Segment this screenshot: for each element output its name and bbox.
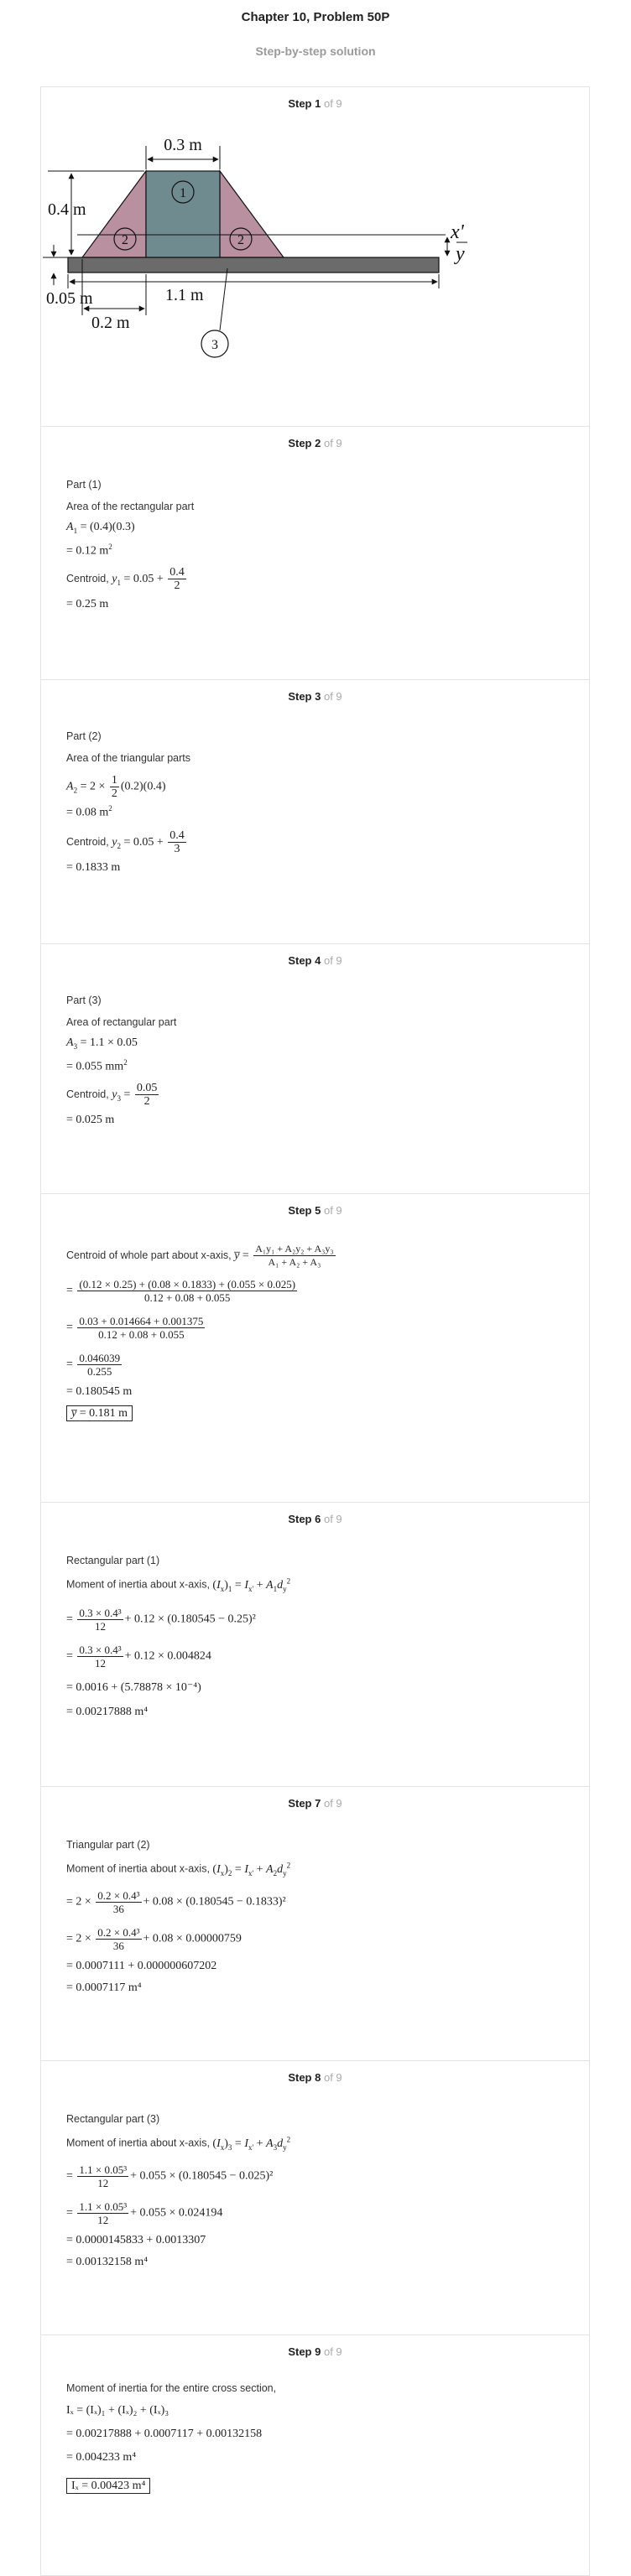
step-8-line2: = $\frac{\text{1.1 × 0.05³}}{12}$ + 0.055 × 0.024194 [66, 2200, 223, 2226]
step-8-card [40, 2061, 590, 2335]
step-3-eq1: $A_2 = 2$ × $\frac{1}{2}$ (0.2)(0.4) [66, 774, 166, 800]
step-4-centroid-result: = 0.025 m [66, 1114, 115, 1126]
step-2-eq1: $A_1 = (0.4)(0.3)$ [66, 521, 135, 535]
step-7-line1: = 2 × $\frac{\text{0.2 × 0.4³}}{36}$ + 0.08 × (0.180545 − 0.1833)² [66, 1889, 286, 1915]
dim-length-label: 1.1 m [165, 286, 204, 304]
step-6-formula: Moment of inertia about x-axis, $(I_x)_1 = I_{x'} + A_1d_y^2$ [66, 1576, 291, 1593]
step-4-eq1: $A_3 = 1.1 \times 0.05$ [66, 1036, 138, 1051]
dim-tri-base-label: 0.2 m [91, 314, 130, 332]
part-2-right-label: 2 [237, 233, 244, 247]
step-5-header: Step 5 of 9 [288, 1204, 342, 1217]
step-9-final: Iₓ = 0.00423 m⁴ [66, 2480, 572, 2493]
step-5-line2: = $\frac{0.03 + 0.014664 + 0.001375}{0.12 + 0.08 + 0.055}$ [66, 1315, 204, 1341]
center-rectangle [146, 171, 220, 257]
step-2-desc: Area of the rectangular part [66, 501, 195, 512]
step-5-line4: = 0.180545 m [66, 1385, 133, 1398]
step-7-card [40, 1787, 590, 2061]
step-8-part: Rectangular part (3) [66, 2113, 160, 2125]
step-4-eq2: = 0.055 $mm^2$ [66, 1058, 128, 1073]
step-8-line3: = 0.0000145833 + 0.0013307 [66, 2234, 206, 2246]
step-7-part: Triangular part (2) [66, 1839, 150, 1851]
y-bar-label: y [456, 243, 465, 265]
step-3-centroid: Centroid, $y_2 = 0.05$ + $\frac{0.4}{3}$ [66, 829, 185, 855]
cross-section-figure [41, 121, 591, 423]
step-2-part: Part (1) [66, 479, 102, 491]
step-3-centroid-result: = 0.1833 m [66, 861, 121, 874]
step-5-formula: Centroid of whole part about x-axis, y̅ = $\frac{\text{A₁y₁ + A₂y₂ + A₃y₃}}{\text{A₁ + A₂ + A₃}}$ [66, 1243, 334, 1268]
page-subtitle: Step-by-step solution [255, 44, 376, 58]
base-plate [68, 257, 439, 273]
step-7-line4: = 0.0007117 m⁴ [66, 1981, 142, 1994]
step-6-part: Rectangular part (1) [66, 1555, 160, 1566]
step-9-line3: = 0.004233 m⁴ [66, 2451, 137, 2464]
step-7-line3: = 0.0007111 + 0.000000607202 [66, 1960, 217, 1972]
page-title: Chapter 10, Problem 50P [241, 10, 390, 24]
step-6-line3: = 0.0016 + (5.78878 × 10⁻⁴) [66, 1681, 201, 1694]
triangle-left [82, 171, 146, 257]
part-3-label: 3 [211, 338, 218, 352]
step-6-line4: = 0.00217888 m⁴ [66, 1706, 149, 1718]
x-prime-label: x' [451, 221, 464, 243]
step-9-line1: Iₓ = (Iₓ)₁ + (Iₓ)₂ + (Iₓ)₃ [66, 2404, 169, 2417]
step-7-header: Step 7 of 9 [288, 1797, 342, 1810]
step-7-formula: Moment of inertia about x-axis, $(I_x)_2 = I_{x'} + A_2d_y^2$ [66, 1861, 291, 1877]
step-1-card [40, 86, 590, 427]
step-5-final: y̅ = 0.181 m [66, 1407, 572, 1420]
step-3-header: Step 3 of 9 [288, 690, 342, 703]
step-4-card [40, 944, 590, 1194]
step-4-header: Step 4 of 9 [288, 954, 342, 967]
dim-base-thickness-label: 0.05 m [46, 289, 93, 308]
step-8-formula: Moment of inertia about x-axis, $(I_x)_3 = I_{x'} + A_3d_y^2$ [66, 2135, 291, 2152]
step-8-line1: = $\frac{\text{1.1 × 0.05³}}{12}$ + 0.055 × (0.180545 − 0.025)² [66, 2163, 274, 2189]
step-3-card [40, 680, 590, 944]
dim-height-label: 0.4 m [48, 200, 86, 219]
step-9-header: Step 9 of 9 [288, 2345, 342, 2358]
step-4-part: Part (3) [66, 995, 102, 1006]
step-3-desc: Area of the triangular parts [66, 752, 190, 764]
step-3-part: Part (2) [66, 730, 102, 742]
part-1-label: 1 [180, 186, 186, 200]
step-8-line4: = 0.00132158 m⁴ [66, 2256, 149, 2268]
step-8-header: Step 8 of 9 [288, 2071, 342, 2084]
step-6-card [40, 1503, 590, 1787]
step-2-centroid: Centroid, $y_1 = 0.05$ + $\frac{0.4}{2}$ [66, 566, 185, 592]
step-2-card [40, 427, 590, 680]
step-5-line1: = $\frac{(0.12 \times 0.25) + (0.08 \times 0.1833) + (0.055 \times 0.025)}{0.12 + 0.08 + 0.055}$ [66, 1278, 296, 1304]
step-2-eq2: = 0.12 $m^2$ [66, 543, 112, 558]
step-9-line2: = 0.00217888 + 0.0007117 + 0.00132158 [66, 2428, 263, 2440]
step-6-header: Step 6 of 9 [288, 1513, 342, 1525]
step-9-card [40, 2335, 590, 2576]
step-2-centroid-result: = 0.25 m [66, 598, 109, 610]
step-2-header: Step 2 of 9 [288, 437, 342, 449]
step-3-eq2: = 0.08 $m^2$ [66, 804, 112, 819]
step-5-line3: = $\frac{0.046039}{0.255}$ [66, 1352, 121, 1378]
step-6-line1: = $\frac{\text{0.3 × 0.4³}}{12}$ + 0.12 × (0.180545 − 0.25)² [66, 1607, 256, 1633]
step-1-header: Step 1 of 9 [288, 97, 342, 110]
step-7-line2: = 2 × $\frac{\text{0.2 × 0.4³}}{36}$ + 0.08 × 0.00000759 [66, 1926, 242, 1952]
part-2-left-label: 2 [122, 233, 128, 247]
step-5-card [40, 1194, 590, 1503]
step-4-desc: Area of rectangular part [66, 1016, 177, 1028]
step-4-centroid: Centroid, $y_3$ = $\frac{0.05}{2}$ [66, 1082, 158, 1108]
dim-top-label: 0.3 m [164, 136, 202, 154]
triangle-right [220, 171, 284, 257]
step-9-desc: Moment of inertia for the entire cross section, [66, 2382, 277, 2394]
step-6-line2: = $\frac{\text{0.3 × 0.4³}}{12}$ + 0.12 × 0.004824 [66, 1644, 211, 1670]
